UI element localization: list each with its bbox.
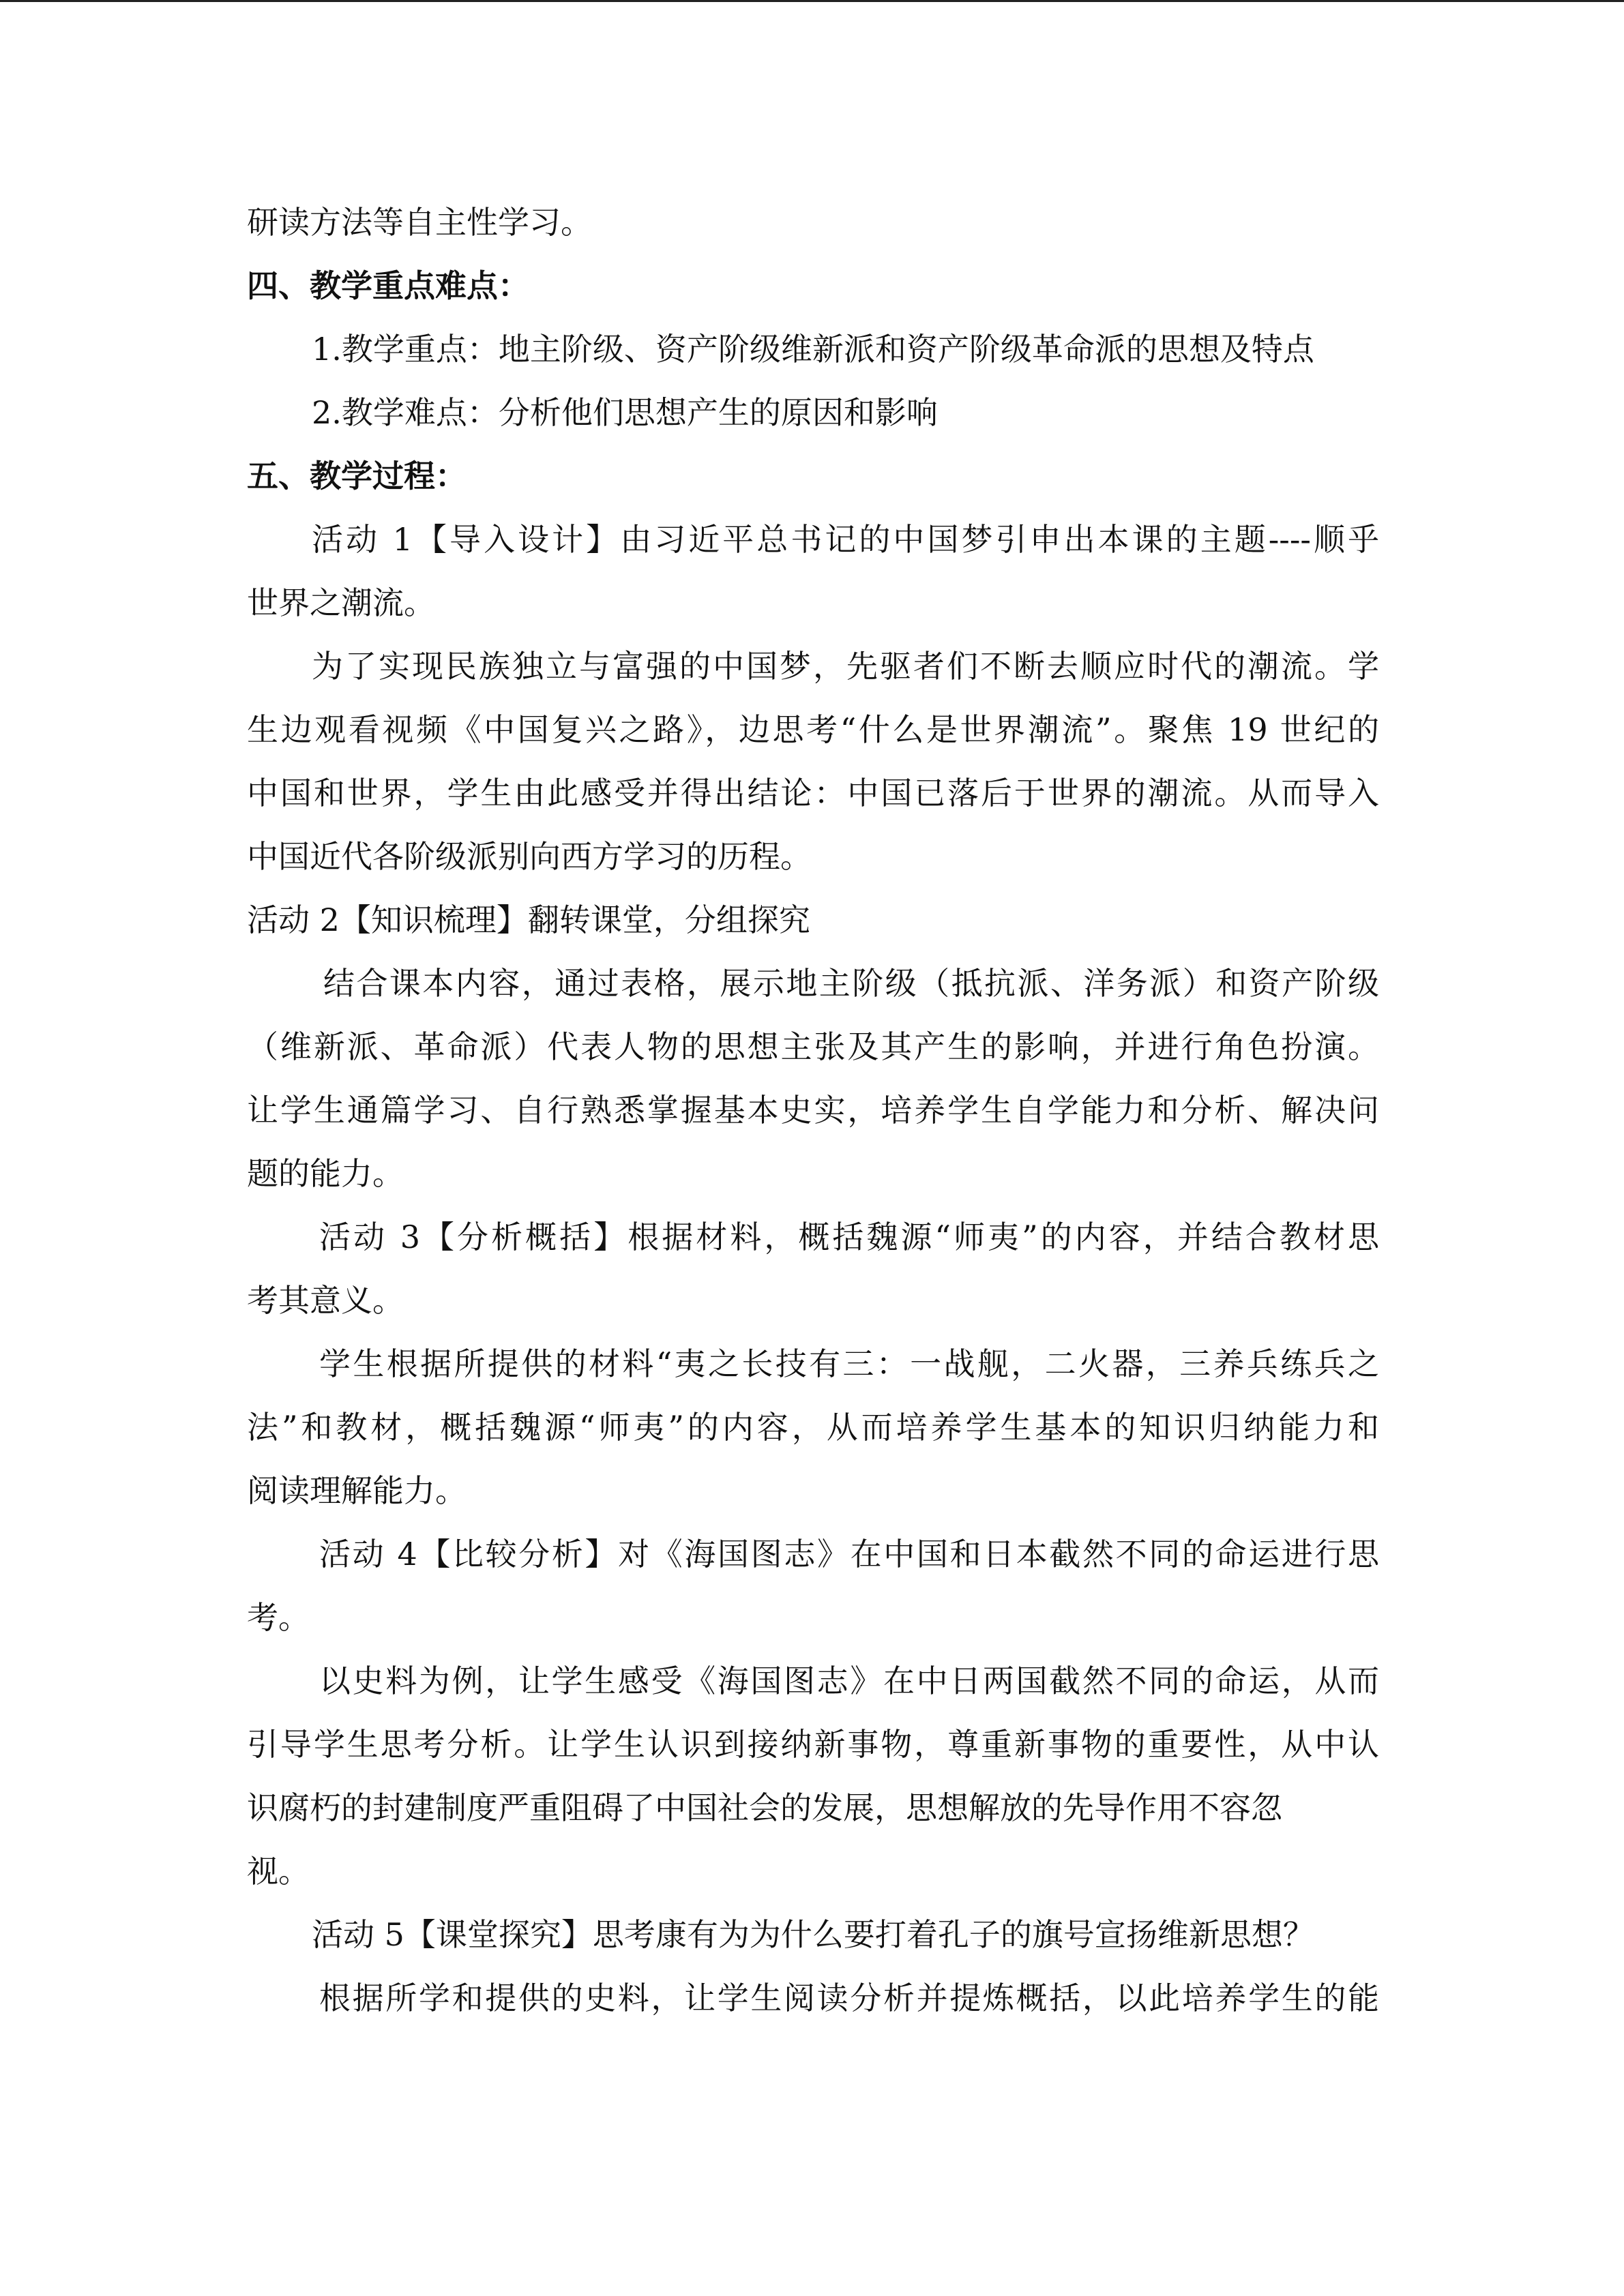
paragraph-line: 为了实现民族独立与富强的中国梦，先驱者们不断去顺应时代的潮流。学 xyxy=(312,648,1379,685)
paragraph-line: 生边观看视频《中国复兴之路》，边思考“什么是世界潮流”。聚焦 19 世纪的 xyxy=(247,711,1379,748)
paragraph-line: 引导学生思考分析。让学生认识到接纳新事物，尊重新事物的重要性，从中认 xyxy=(247,1726,1379,1763)
activity-1-title: 活动 1【导入设计】由习近平总书记的中国梦引申出本课的主题----顺乎 xyxy=(312,521,1379,558)
paragraph-line: 以史料为例，让学生感受《海国图志》在中日两国截然不同的命运，从而 xyxy=(319,1663,1379,1699)
paragraph-line: 结合课本内容，通过表格，展示地主阶级（抵抗派、洋务派）和资产阶级 xyxy=(323,965,1379,1002)
paragraph-line: 让学生通篇学习、自行熟悉掌握基本史实，培养学生自学能力和分析、解决问 xyxy=(247,1092,1379,1129)
paragraph-line: 识腐朽的封建制度严重阻碍了中国社会的发展，思想解放的先导作用不容忽 xyxy=(247,1789,1282,1826)
paragraph-line: 题的能力。 xyxy=(247,1155,404,1192)
page-top-border xyxy=(0,0,1624,2)
list-item-difficulty: 2.教学难点：分析他们思想产生的原因和影响 xyxy=(312,394,938,431)
paragraph-line: 世界之潮流。 xyxy=(247,584,435,621)
paragraph-line: 法”和教材，概括魏源“师夷”的内容，从而培养学生基本的知识归纳能力和 xyxy=(247,1409,1379,1446)
paragraph-line: 根据所学和提供的史料，让学生阅读分析并提炼概括，以此培养学生的能 xyxy=(319,1980,1379,2016)
paragraph-line: （维新派、革命派）代表人物的思想主张及其产生的影响，并进行角色扮演。 xyxy=(247,1028,1379,1065)
paragraph-line: 中国近代各阶级派别向西方学习的历程。 xyxy=(247,838,812,875)
section-heading-process: 五、教学过程： xyxy=(247,458,467,494)
paragraph-line: 考。 xyxy=(247,1599,310,1636)
paragraph-line: 阅读理解能力。 xyxy=(247,1472,467,1509)
activity-4-title: 活动 4【比较分析】对《海国图志》在中国和日本截然不同的命运进行思 xyxy=(319,1536,1379,1572)
activity-5-title: 活动 5【课堂探究】思考康有为为什么要打着孔子的旗号宣扬维新思想？ xyxy=(312,1916,1314,1953)
activity-2-title: 活动 2【知识梳理】翻转课堂，分组探究 xyxy=(247,901,810,938)
list-item-key-point: 1.教学重点：地主阶级、资产阶级维新派和资产阶级革命派的思想及特点 xyxy=(312,331,1314,368)
activity-3-title: 活动 3【分析概括】根据材料，概括魏源“师夷”的内容，并结合教材思 xyxy=(319,1219,1379,1255)
paragraph-line: 中国和世界，学生由此感受并得出结论：中国已落后于世界的潮流。从而导入 xyxy=(247,775,1379,811)
section-heading-key-points: 四、教学重点难点： xyxy=(247,267,529,304)
paragraph-line: 视。 xyxy=(247,1853,310,1890)
paragraph-line: 学生根据所提供的材料“夷之长技有三：一战舰，二火器，三养兵练兵之 xyxy=(319,1345,1379,1382)
paragraph-line: 研读方法等自主性学习。 xyxy=(247,204,592,241)
paragraph-line: 考其意义。 xyxy=(247,1282,404,1319)
document-body xyxy=(247,191,1379,2030)
